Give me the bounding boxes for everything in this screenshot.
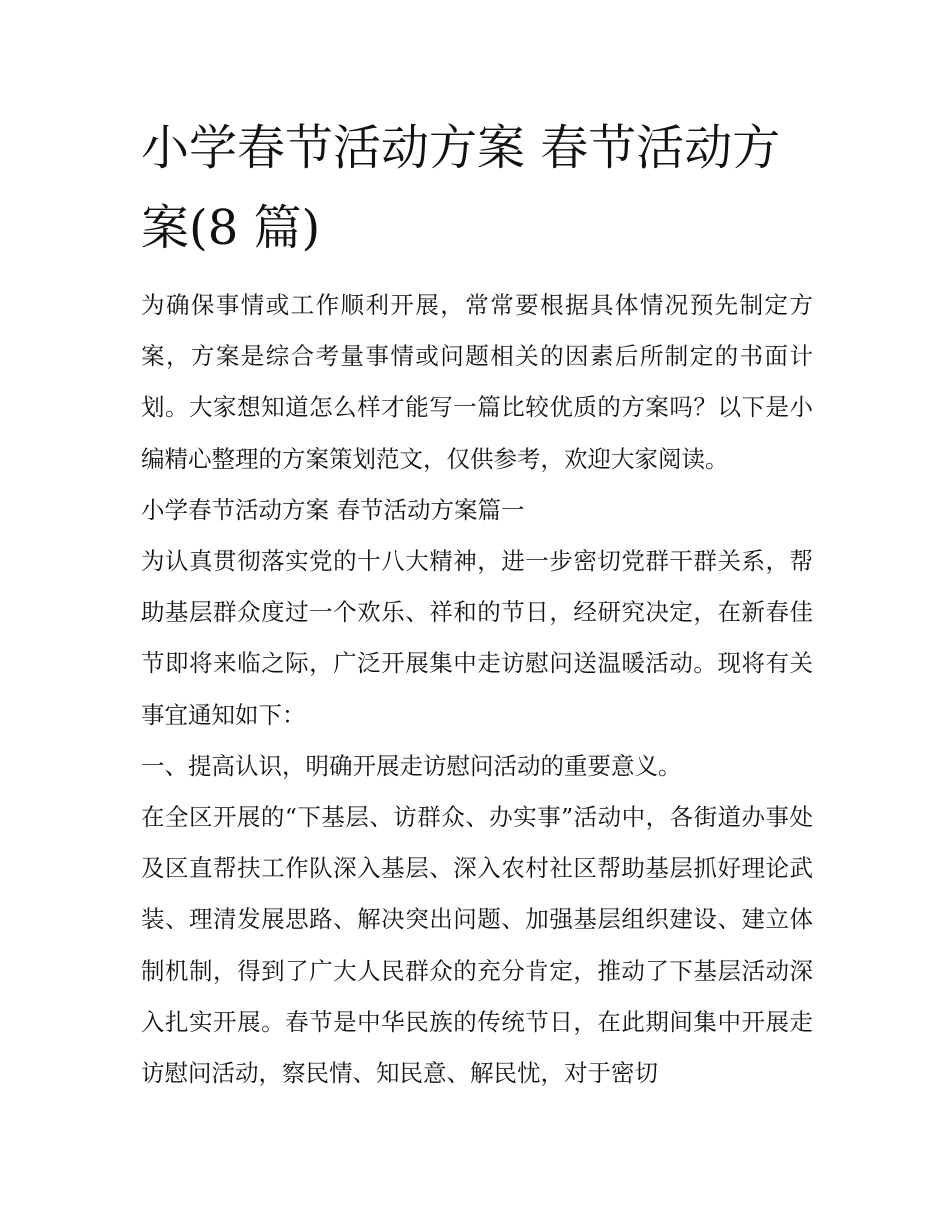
body-paragraph-1: 为认真贯彻落实党的十八大精神，进一步密切党群干群关系，帮助基层群众度过一个欢乐、祥和的节日，经研究决定，在新春佳节即将来临之际，广泛开展集中走访慰问送温暖活动。现将有关事宜通知如下： — [141, 547, 813, 729]
section-heading: 小学春节活动方案 春节活动方案篇一 — [141, 495, 525, 524]
subheading-1: 一、提高认识，明确开展走访慰问活动的重要意义。 — [141, 751, 682, 780]
intro-paragraph: 为确保事情或工作顺利开展，常常要根据具体情况预先制定方案，方案是综合考量事情或问题相关的因素后所制定的书面计划。大家想知道怎么样才能写一篇比较优质的方案吗？以下是小编精心整理的方案策划范文，仅供参考，欢迎大家阅读。 — [141, 291, 813, 473]
body-paragraph-2: 在全区开展的“下基层、访群众、办实事”活动中，各街道办事处及区直帮扶工作队深入基层、深入农村社区帮助基层抓好理论武装、理清发展思路、解决突出问题、加强基层组织建设、建立体制机制，得到了广大人民群众的充分肯定，推动了下基层活动深入扎实开展。春节是中华民族的传统节日，在此期间集中开展走访慰问活动，察民情、知民意、解民忧，对于密切 — [141, 803, 813, 1088]
document-body — [141, 108, 813, 1099]
document-title: 小学春节活动方案 春节活动方案(8 篇) — [141, 120, 781, 256]
